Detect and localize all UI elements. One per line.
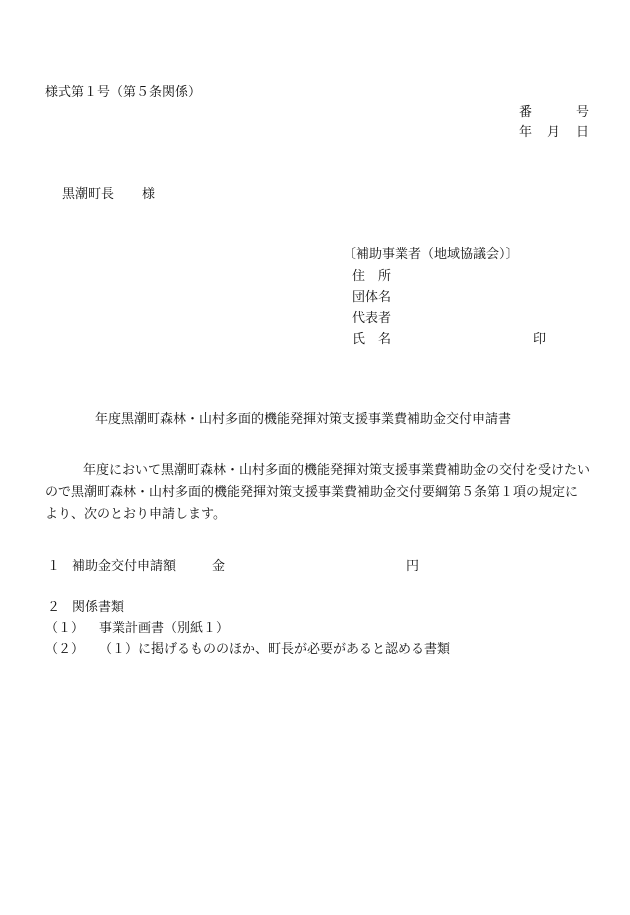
item2-number: ２ <box>47 600 61 615</box>
applicant-address-label: 住 所 <box>352 269 392 284</box>
item1-prefix: 金 <box>212 559 226 574</box>
applicant-rep-label: 代表者 <box>352 311 392 326</box>
date-year: 年 <box>519 125 533 140</box>
date-day: 日 <box>576 125 590 140</box>
doc-number-suffix: 号 <box>576 105 590 120</box>
doc-number-label: 番 <box>519 105 533 120</box>
applicant-group-label: 団体名 <box>352 290 392 305</box>
body-text: 年度において黒潮町森林・山村多面的機能発揮対策支援事業費補助金の交付を受けたいので黒潮町森林・山村多面的機能発揮対策支援事業費補助金交付要綱第５条第１項の規定により、次のとおり申請します。 <box>45 463 591 522</box>
addressee-name: 黒潮町長 <box>62 187 115 202</box>
seal-mark: 印 <box>533 332 547 347</box>
form-number: 様式第１号（第５条関係） <box>45 85 202 100</box>
applicant-name-label: 氏 名 <box>352 332 392 347</box>
addressee-honorific: 様 <box>142 187 156 202</box>
applicant-heading: 〔補助事業者（地域協議会）〕 <box>343 247 519 262</box>
subitem1-number: （１） <box>45 621 85 636</box>
document-title: 年度黒潮町森林・山村多面的機能発揮対策支援事業費補助金交付申請書 <box>95 412 512 427</box>
subitem1-text: 事業計画書（別紙１） <box>99 621 230 636</box>
item2-label: 関係書類 <box>72 600 125 615</box>
date-month: 月 <box>547 125 561 140</box>
subitem2-text: （１）に掲げるもののほか、町長が必要があると認める書類 <box>99 642 451 657</box>
body-paragraph <box>45 460 590 526</box>
item1-number: １ <box>47 559 61 574</box>
subitem2-number: （２） <box>45 642 85 657</box>
item1-label: 補助金交付申請額 <box>72 559 177 574</box>
item1-unit: 円 <box>406 559 420 574</box>
